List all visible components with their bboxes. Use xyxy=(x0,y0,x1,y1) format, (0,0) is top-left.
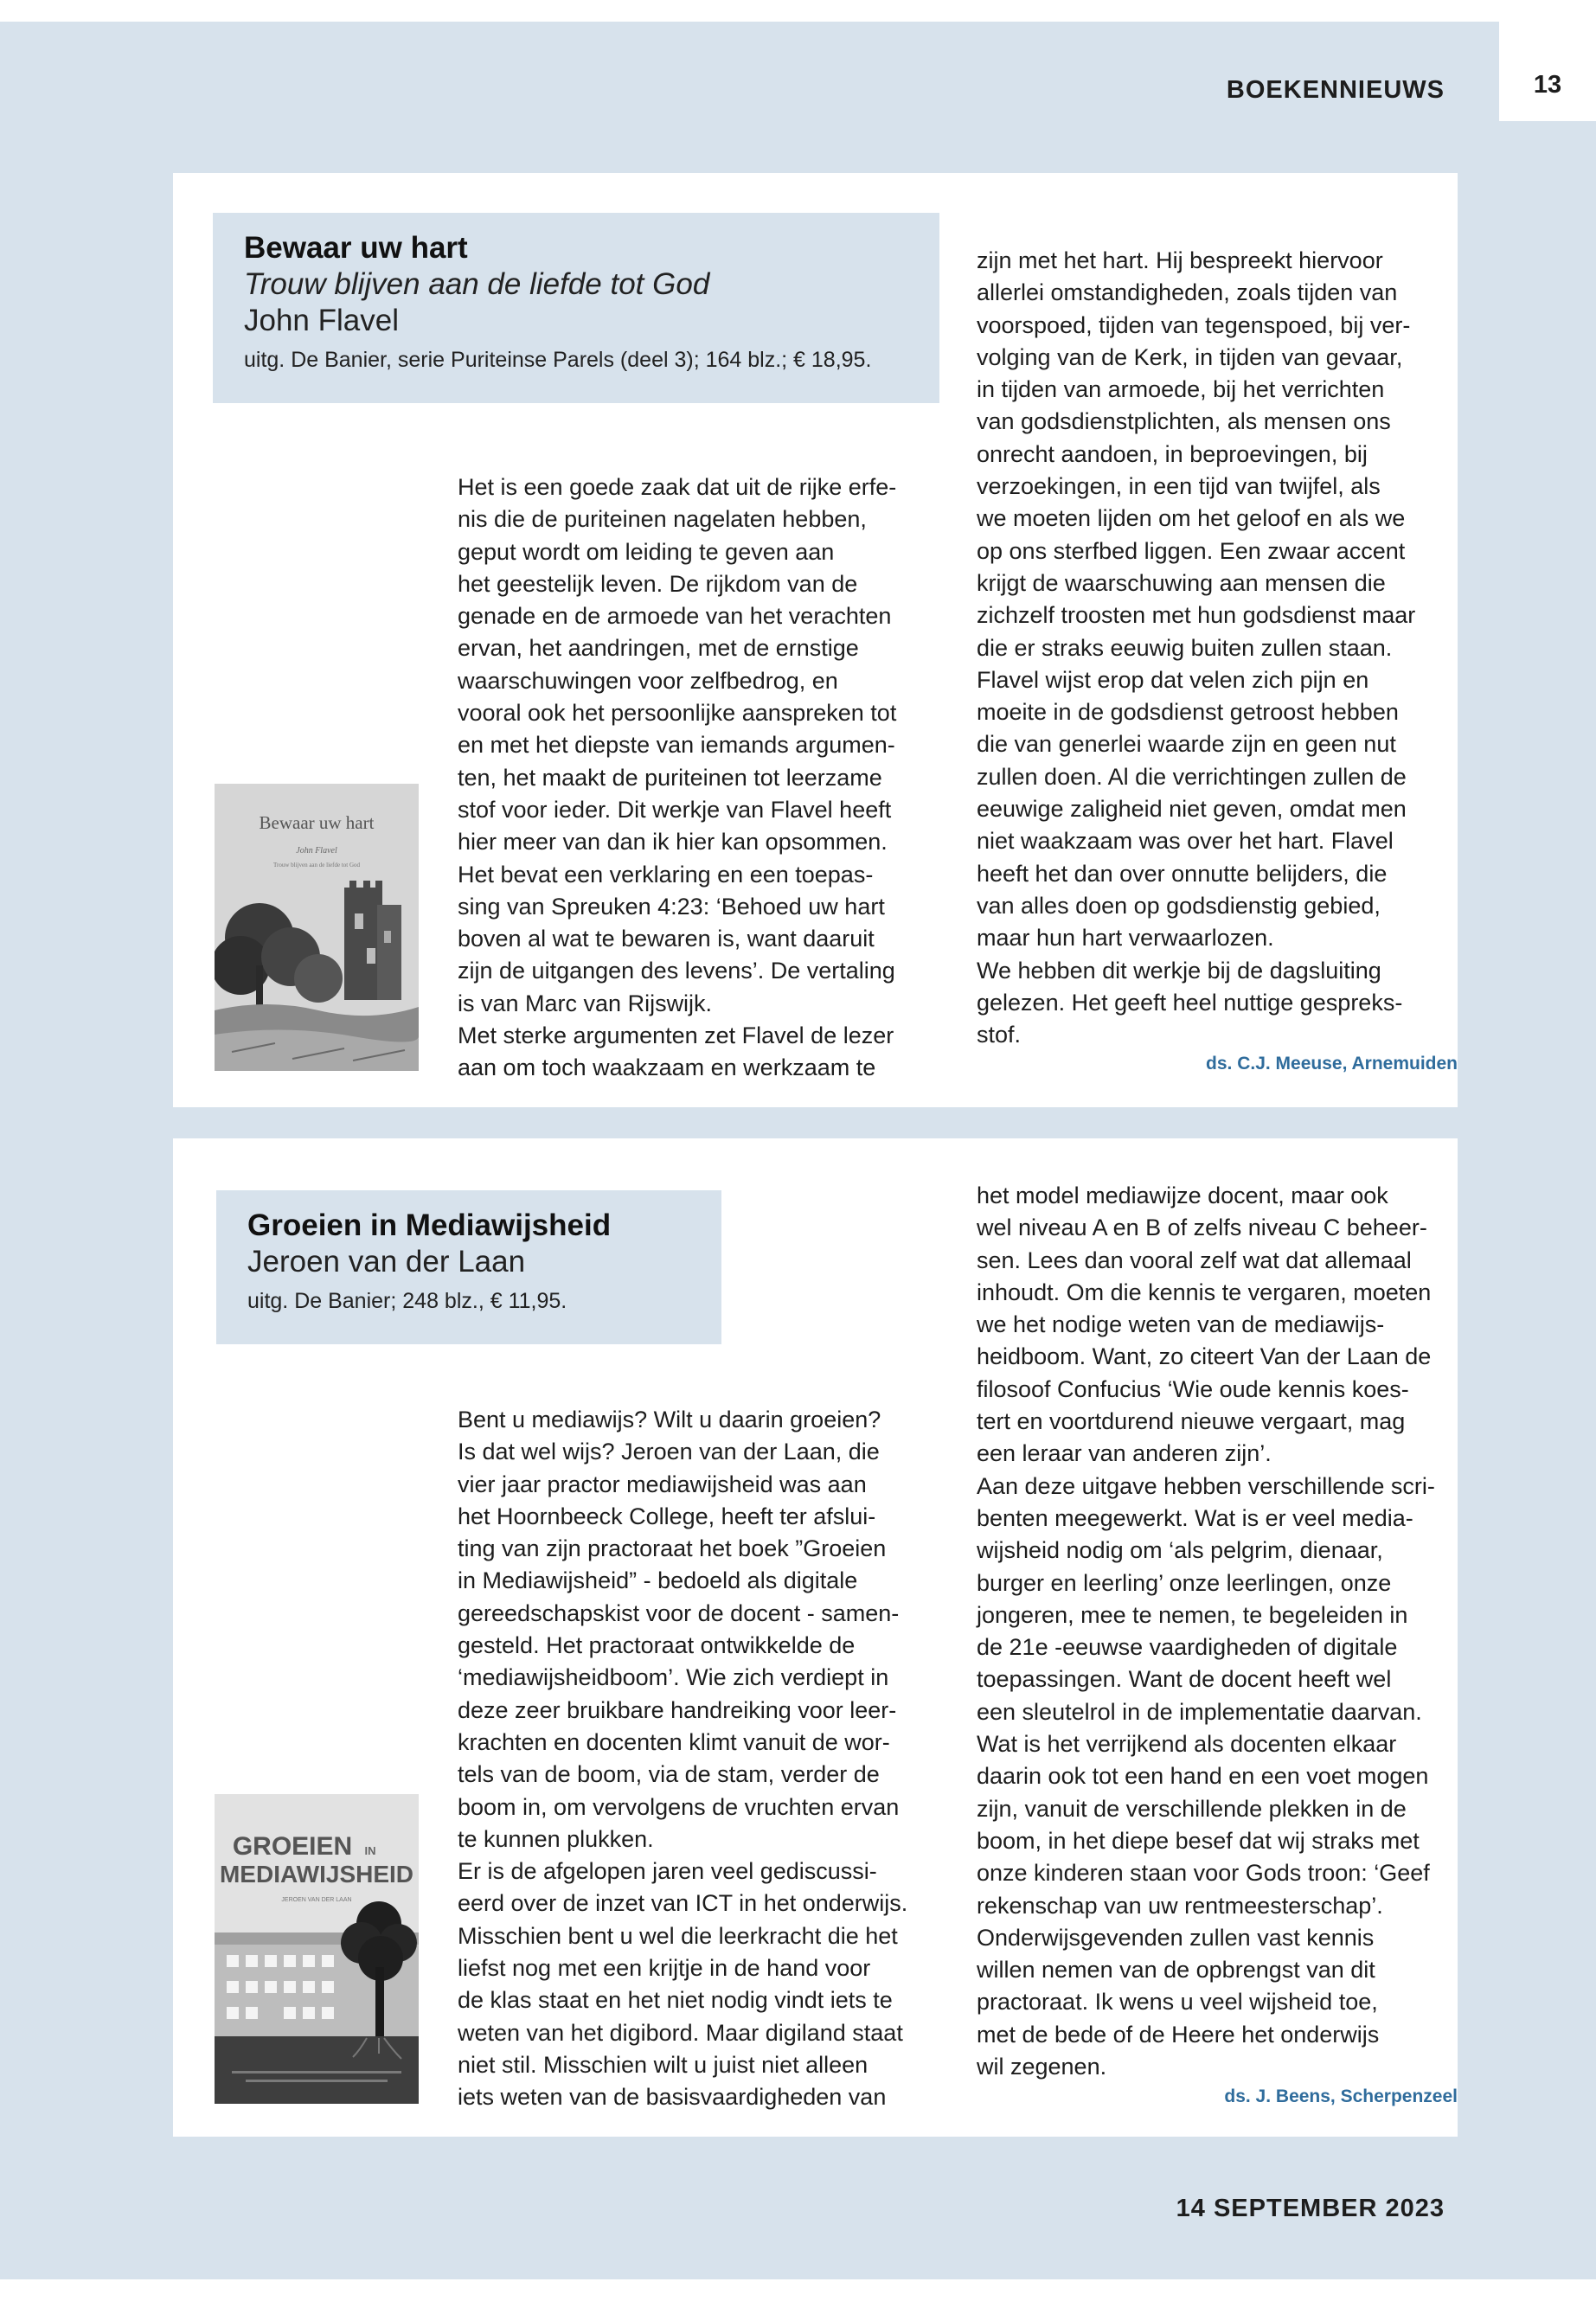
cover-title: Bewaar uw hart xyxy=(259,812,375,833)
text-line: practoraat. Ik wens u veel wijsheid toe, xyxy=(977,1989,1378,2016)
text-line: gereedschapskist voor de docent - samen- xyxy=(458,1599,900,1626)
text-line: Er is de afgelopen jaren veel gediscussi- xyxy=(458,1858,877,1885)
text-line: eerd over de inzet van ICT in het onderwijs. xyxy=(458,1890,908,1917)
cover-title-line-1: GROEIEN xyxy=(232,1832,353,1861)
text-line: We hebben dit werkje bij de dagsluiting xyxy=(977,957,1381,984)
text-line: wijsheid nodig om ‘als pelgrim, dienaar, xyxy=(977,1537,1383,1564)
cover-subtitle: Trouw blijven aan de liefde tot God xyxy=(272,862,361,868)
issue-date: 14 SEPTEMBER 2023 xyxy=(1176,2195,1445,2222)
text-line: filosoof Confucius ‘Wie oude kennis koes- xyxy=(977,1375,1409,1402)
text-line: het model mediawijze docent, maar ook xyxy=(977,1183,1388,1208)
text-line: we het nodige weten van de mediawijs- xyxy=(977,1311,1385,1338)
text-line: de klas staat en het niet nodig vindt iets te xyxy=(458,1987,893,2014)
text-line: allerlei omstandigheden, zoals tijden van xyxy=(977,279,1398,306)
text-line: rekenschap van uw rentmeesterschap’. xyxy=(977,1892,1383,1919)
review-text-column-1 xyxy=(458,471,942,1085)
book-publication-info: uitg. De Banier; 248 blz., € 11,95. xyxy=(247,1289,567,1313)
text-line: Met sterke argumenten zet Flavel de lezer xyxy=(458,1022,894,1049)
text-line: Aan deze uitgave hebben verschillende scri- xyxy=(977,1472,1435,1499)
section-label: BOEKENNIEUWS xyxy=(1226,76,1445,104)
text-line: aan om toch waakzaam en werkzaam te xyxy=(458,1054,876,1081)
text-line: een leraar van anderen zijn’. xyxy=(977,1440,1272,1467)
text-line: het geestelijk leven. De rijkdom van de xyxy=(458,570,858,597)
book-subtitle: Trouw blijven aan de liefde tot God xyxy=(244,267,710,301)
text-line: te kunnen plukken. xyxy=(458,1825,654,1852)
cover-author: John Flavel xyxy=(296,846,337,856)
text-line: burger en leerling’ onze leerlingen, onze xyxy=(977,1569,1392,1596)
cover-author: JEROEN VAN DER LAAN xyxy=(281,1897,352,1903)
text-line: ten, het maakt de puriteinen tot leerzame xyxy=(458,764,882,791)
book-publication-info: uitg. De Banier, serie Puriteinse Parels (deel 3); 164 blz.; € 18,95. xyxy=(244,348,872,372)
text-line: inhoudt. Om die kennis te vergaren, moeten xyxy=(977,1279,1432,1305)
text-line: willen nemen van de opbrengst van dit xyxy=(977,1957,1375,1984)
text-line: liefst nog met een krijtje in de hand voor xyxy=(458,1955,871,1982)
text-line: niet stil. Misschien wilt u juist niet alleen xyxy=(458,2051,869,2078)
text-line: gelezen. Het geeft heel nuttige gespreks- xyxy=(977,989,1403,1016)
text-line: niet waakzaam was over het hart. Flavel xyxy=(977,828,1394,855)
book-author: John Flavel xyxy=(244,304,399,337)
cover-title-line-2: MEDIAWIJSHEID xyxy=(219,1861,414,1888)
text-line: eeuwige zaligheid niet geven, omdat men xyxy=(977,796,1407,823)
text-line: boom, in het diepe besef dat wij straks met xyxy=(977,1827,1420,1854)
text-line: gesteld. Het practoraat ontwikkelde de xyxy=(458,1632,856,1659)
page-number: 13 xyxy=(1533,71,1562,99)
text-line: boven al wat te bewaren is, want daaruit xyxy=(458,926,875,952)
text-line: Bent u mediawijs? Wilt u daarin groeien? xyxy=(458,1407,881,1433)
text-line: ervan, het aandringen, met de ernstige xyxy=(458,635,859,662)
text-line: tels van de boom, via de stam, verder de xyxy=(458,1761,880,1788)
review-text-column-2 xyxy=(977,1180,1461,2083)
text-line: weten van het digibord. Maar digiland staat xyxy=(458,2019,903,2046)
text-line: voorspoed, tijden van tegenspoed, bij ver- xyxy=(977,311,1411,338)
text-line: deze zeer bruikbare handreiking voor leer- xyxy=(458,1696,897,1723)
text-line: hier meer van dan ik hier kan opsommen. xyxy=(458,829,888,856)
text-line: benten meegewerkt. Wat is er veel media- xyxy=(977,1504,1413,1531)
book-author: Jeroen van der Laan xyxy=(247,1245,526,1279)
book-title: Groeien in Mediawijsheid xyxy=(247,1208,612,1242)
text-line: verzoekingen, in een tijd van twijfel, als xyxy=(977,473,1381,500)
text-line: Het is een goede zaak dat uit de rijke erfe- xyxy=(458,474,897,500)
text-line: maar hun hart verwaarlozen. xyxy=(977,925,1274,952)
text-line: moeite in de godsdienst getroost hebben xyxy=(977,699,1399,726)
reviewer-signature: ds. J. Beens, Scherpenzeel xyxy=(1224,2086,1458,2106)
review-text-column-2 xyxy=(977,245,1461,1051)
text-line: geput wordt om leiding te geven aan xyxy=(458,538,835,565)
review-card-bewaar-uw-hart xyxy=(173,173,1458,1107)
text-line: in tijden van armoede, bij het verrichten xyxy=(977,376,1385,403)
text-line: zichzelf troosten met hun godsdienst maar xyxy=(977,602,1416,629)
text-line: nis die de puriteinen nagelaten hebben, xyxy=(458,506,867,533)
text-line: vier jaar practor mediawijsheid was aan xyxy=(458,1471,867,1497)
book-cover-illustration xyxy=(215,784,419,1071)
text-line: boom in, om vervolgens de vruchten ervan xyxy=(458,1793,900,1820)
text-line: Het bevat een verklaring en een toepas- xyxy=(458,861,874,888)
text-line: Onderwijsgevenden zullen vast kennis xyxy=(977,1924,1375,1951)
text-line: genade en de armoede van het verachten xyxy=(458,603,892,630)
book-header xyxy=(216,1190,721,1344)
text-line: iets weten van de basisvaardigheden van xyxy=(458,2084,887,2111)
text-line: zijn de uitgangen des levens’. De vertaling xyxy=(458,958,895,984)
text-line: met de bede of de Heere het onderwijs xyxy=(977,2021,1380,2048)
text-line: jongeren, mee te nemen, te begeleiden in xyxy=(977,1601,1408,1628)
text-line: toepassingen. Want de docent heeft wel xyxy=(977,1666,1392,1693)
text-line: en met het diepste van iemands argumen- xyxy=(458,732,895,759)
text-line: de 21e -eeuwse vaardigheden of digitale xyxy=(977,1634,1398,1661)
text-line: tert en voortdurend nieuwe vergaart, mag xyxy=(977,1408,1406,1435)
text-line: een sleutelrol in de implementatie daarvan. xyxy=(977,1698,1422,1725)
text-line: Wat is het verrijkend als docenten elkaar xyxy=(977,1731,1397,1758)
text-line: Misschien bent u wel die leerkracht die het xyxy=(458,1922,898,1949)
text-line: zijn, vanuit de verschillende plekken in de xyxy=(977,1795,1407,1822)
text-line: zijn met het hart. Hij bespreekt hiervoor xyxy=(977,247,1383,273)
text-line: volging van de Kerk, in tijden van gevaar, xyxy=(977,343,1403,370)
text-line: Is dat wel wijs? Jeroen van der Laan, die xyxy=(458,1439,880,1465)
text-line: daarin ook tot een hand en een voet mogen xyxy=(977,1763,1429,1790)
book-cover-bewaar-uw-hart xyxy=(215,784,419,1071)
text-line: stof. xyxy=(977,1022,1022,1048)
review-text-column-1 xyxy=(458,1404,942,2114)
text-line: wel niveau A en B of zelfs niveau C beheer- xyxy=(977,1215,1427,1241)
text-line: sen. Lees dan vooral zelf wat dat allemaal xyxy=(977,1247,1412,1273)
text-line: van godsdienstplichten, als mensen ons xyxy=(977,408,1391,435)
text-line: van alles doen op godsdienstig gebied, xyxy=(977,892,1381,919)
text-line: is van Marc van Rijswijk. xyxy=(458,990,713,1016)
text-line: onze kinderen staan voor Gods troon: ‘Geef xyxy=(977,1860,1430,1887)
text-line: ting van zijn practoraat het boek ”Groeien xyxy=(458,1535,887,1562)
text-line: heeft het dan over onnutte belijders, die xyxy=(977,860,1388,887)
text-line: waarschuwingen voor zelfbedrog, en xyxy=(458,667,838,694)
book-cover-groeien-in-mediawijsheid xyxy=(215,1794,419,2104)
text-line: sing van Spreuken 4:23: ‘Behoed uw hart xyxy=(458,893,885,920)
text-line: krachten en docenten klimt vanuit de wor- xyxy=(458,1728,890,1755)
cover-title-in: IN xyxy=(364,1844,376,1857)
text-line: wil zegenen. xyxy=(977,2054,1107,2080)
book-title: Bewaar uw hart xyxy=(244,231,468,265)
text-line: krijgt de waarschuwing aan mensen die xyxy=(977,569,1386,596)
text-line: in Mediawijsheid” - bedoeld als digitale xyxy=(458,1567,858,1594)
text-line: zullen doen. Al die verrichtingen zullen de xyxy=(977,763,1407,790)
text-line: op ons sterfbed liggen. Een zwaar accent xyxy=(977,537,1406,564)
text-line: het Hoornbeeck College, heeft ter afslui- xyxy=(458,1503,876,1529)
text-line: we moeten lijden om het geloof en als we xyxy=(977,505,1406,532)
text-line: ‘mediawijsheidboom’. Wie zich verdiept in xyxy=(458,1664,889,1691)
book-cover-illustration xyxy=(215,1794,419,2104)
book-header xyxy=(213,213,939,403)
reviewer-signature: ds. C.J. Meeuse, Arnemuiden xyxy=(1206,1054,1458,1074)
review-card-groeien-in-mediawijsheid xyxy=(173,1138,1458,2137)
text-line: die van generlei waarde zijn en geen nut xyxy=(977,731,1396,758)
text-line: onrecht aandoen, in beproevingen, bij xyxy=(977,440,1368,467)
text-line: stof voor ieder. Dit werkje van Flavel heeft xyxy=(458,796,892,823)
text-line: heidboom. Want, zo citeert Van der Laan de xyxy=(977,1343,1432,1370)
text-line: die er straks eeuwig buiten zullen staan. xyxy=(977,634,1393,661)
text-line: Flavel wijst erop dat velen zich pijn en xyxy=(977,666,1369,693)
text-line: vooral ook het persoonlijke aanspreken tot xyxy=(458,700,897,727)
